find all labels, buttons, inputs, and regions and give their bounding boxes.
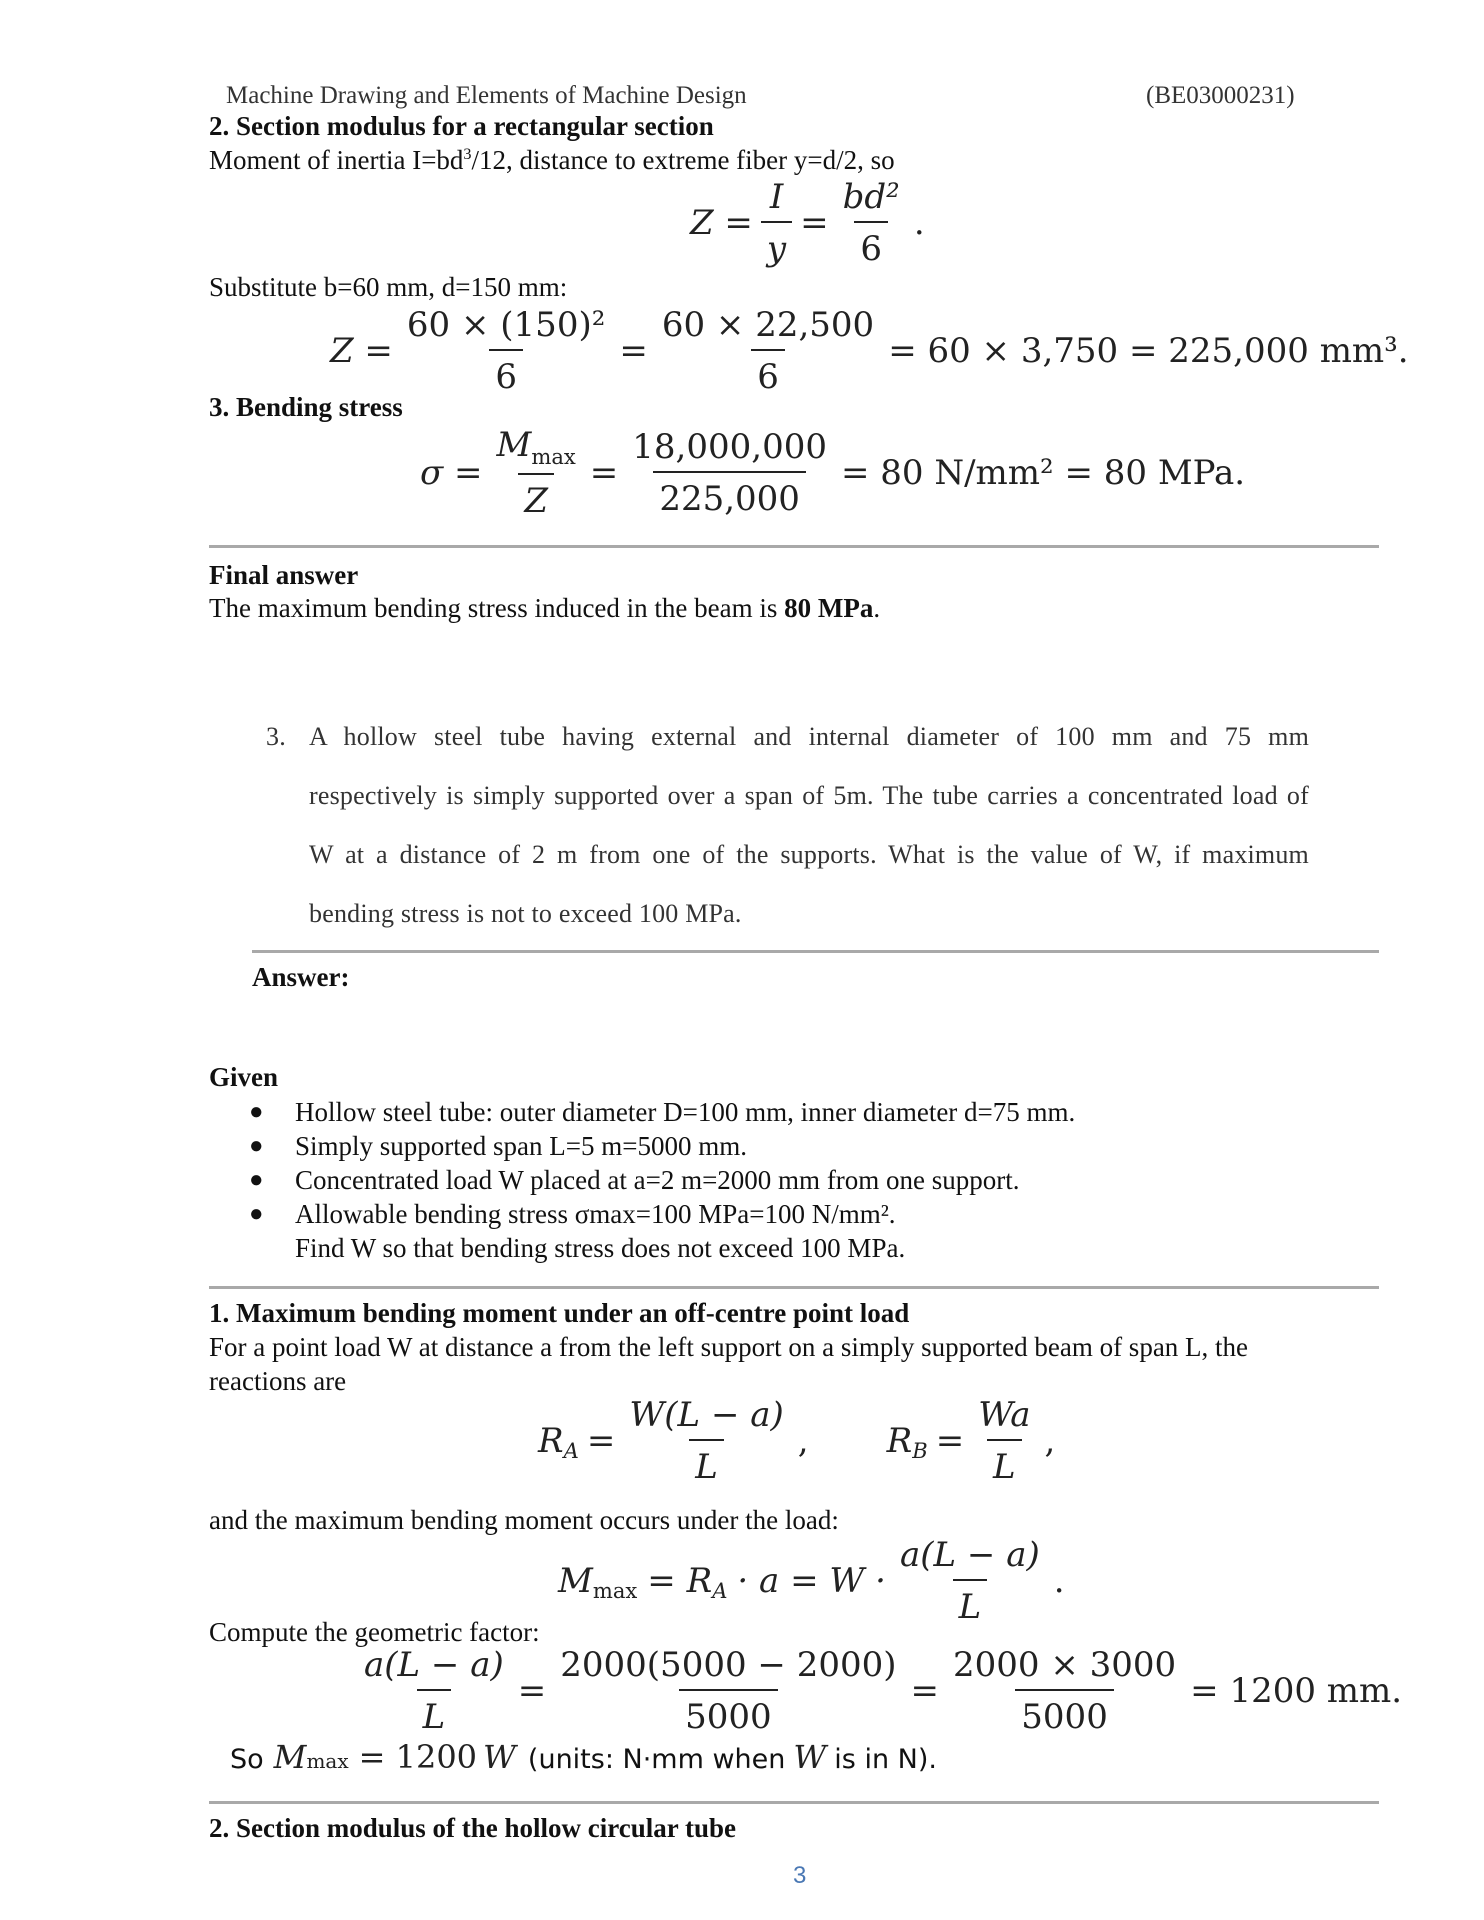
equation-geometric-factor: $\frac{a(L - a)}{L}$ = $\frac{2000(5000 - 2000)}{5000}$ = $\frac{2000 \times 3000}{5000}$ = 1200 mm. bbox=[364, 1645, 1403, 1737]
equation-section-modulus-value: Z = $\frac{\text{60 × (150)²}}{6}$ = $\frac{60 \times 22,500}{6}$ = 60 × 3,750 = 225,000 mm³. bbox=[330, 305, 1409, 397]
equation-section-modulus: Z = $\frac{I}{y}$ = $\frac{\text{bd²}}{6}$ . bbox=[690, 177, 925, 269]
divider bbox=[252, 950, 1379, 953]
final-answer-heading: Final answer bbox=[209, 560, 359, 590]
section-heading: 1. Maximum bending moment under an off-centre point load bbox=[209, 1298, 910, 1328]
list-item: ● Simply supported span L=5 m=5000 mm. bbox=[249, 1131, 747, 1161]
divider bbox=[209, 1286, 1379, 1289]
running-header-code: (BE03000231) bbox=[1146, 82, 1295, 109]
paragraph-line: For a point load W at distance a from the left support on a simply supported beam of span L, the bbox=[209, 1332, 1249, 1362]
list-item: Find W so that bending stress does not exceed 100 MPa. bbox=[295, 1233, 906, 1263]
running-header-title: Machine Drawing and Elements of Machine Design bbox=[226, 82, 747, 109]
section-heading: 2. Section modulus for a rectangular section bbox=[209, 111, 714, 141]
paragraph-line: and the maximum bending moment occurs under the load: bbox=[209, 1505, 839, 1535]
paragraph-line: Substitute b=60 mm, d=150 mm: bbox=[209, 272, 568, 302]
paragraph-line: reactions are bbox=[209, 1366, 347, 1396]
paragraph-line: Compute the geometric factor: bbox=[209, 1617, 540, 1647]
paragraph-line: Moment of inertia $I=bd^3/12$, distance to extreme fiber y=d/2, so bbox=[209, 145, 895, 175]
page-number: 3 bbox=[793, 1862, 807, 1889]
divider bbox=[209, 545, 1379, 548]
list-item: ● Allowable bending stress σmax=100 MPa=100 N/mm². bbox=[249, 1199, 896, 1229]
equation-bending-stress: σ = $\frac{M_{max}}{Z}$ = $\frac{18,000,000}{225,000}$ = 80 N/mm² = 80 MPa. bbox=[420, 425, 1246, 521]
list-item: ● Concentrated load W placed at a=2 m=2000 mm from one support. bbox=[249, 1165, 1020, 1195]
equation-reactions: R $_A$ = $\frac{W(L - a)}{L}$ , R $_B$ = $\frac{Wa}{L}$ , bbox=[538, 1395, 1056, 1487]
question-line: respectively is simply supported over a span of 5m. The tube carries a concentrated load of bbox=[309, 781, 1309, 810]
list-item: ● Hollow steel tube: outer diameter D=100 mm, inner diameter d=75 mm. bbox=[249, 1097, 1076, 1127]
final-answer-text: The maximum bending stress induced in the beam is 80 MPa. bbox=[209, 593, 881, 623]
given-heading: Given bbox=[209, 1062, 279, 1092]
question-line: W at a distance of 2 m from one of the supports. What is the value of W, if maximum bbox=[309, 840, 1309, 869]
given-list bbox=[249, 1095, 1076, 1265]
equation-max-moment: M $_{max}$ = R $_A$ · a = W · $\frac{a(L - a)}{L}$ . bbox=[558, 1535, 1065, 1627]
so-line: So M max = 1200 W (units: N·mm when W is in N). bbox=[230, 1738, 937, 1776]
section-heading: 3. Bending stress bbox=[209, 392, 403, 422]
question-line: A hollow steel tube having external and internal diameter of 100 mm and 75 mm bbox=[309, 722, 1309, 751]
question-line: bending stress is not to exceed 100 MPa. bbox=[309, 899, 742, 928]
answer-label: Answer: bbox=[252, 962, 350, 992]
question-number: 3. bbox=[266, 722, 286, 751]
section-heading: 2. Section modulus of the hollow circular tube bbox=[209, 1813, 737, 1843]
divider bbox=[209, 1801, 1379, 1804]
